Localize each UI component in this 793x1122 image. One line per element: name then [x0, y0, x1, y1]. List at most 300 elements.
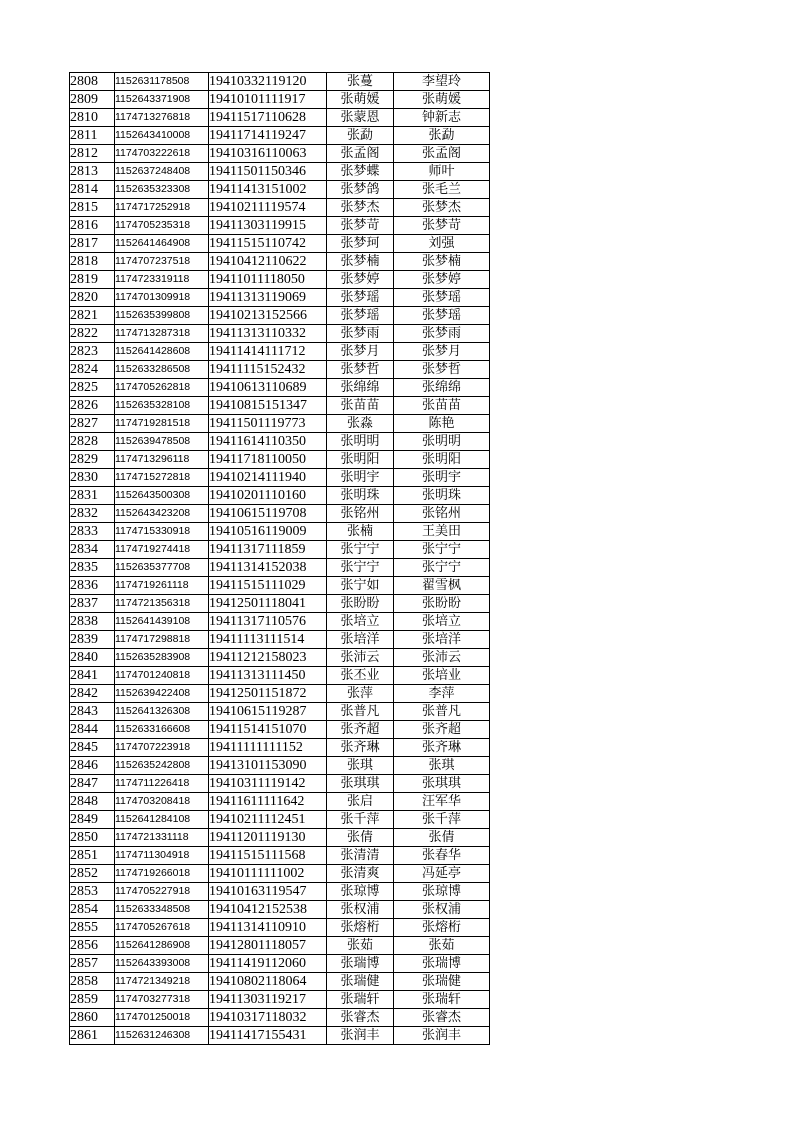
- name-cell: 张琼博: [327, 883, 394, 901]
- row-number-cell: 2817: [70, 235, 115, 253]
- registration-id-cell: 1152643371908: [115, 91, 209, 109]
- exam-number-cell: 19411515111029: [209, 577, 327, 595]
- row-number-cell: 2824: [70, 361, 115, 379]
- exam-number-cell: 19410211119574: [209, 199, 327, 217]
- row-number-cell: 2845: [70, 739, 115, 757]
- row-number-cell: 2846: [70, 757, 115, 775]
- second-name-cell: 张绵绵: [394, 379, 490, 397]
- exam-number-cell: 19413101153090: [209, 757, 327, 775]
- registration-id-cell: 1174711226418: [115, 775, 209, 793]
- name-cell: 张苗苗: [327, 397, 394, 415]
- row-number-cell: 2857: [70, 955, 115, 973]
- registration-id-cell: 1174713296118: [115, 451, 209, 469]
- row-number-cell: 2849: [70, 811, 115, 829]
- table-row: [70, 793, 490, 811]
- records-table: [69, 72, 490, 1045]
- registration-id-cell: 1152635399808: [115, 307, 209, 325]
- second-name-cell: 张千萍: [394, 811, 490, 829]
- registration-id-cell: 1152639422408: [115, 685, 209, 703]
- table-row: [70, 271, 490, 289]
- exam-number-cell: 19411113111514: [209, 631, 327, 649]
- exam-number-cell: 19411515110742: [209, 235, 327, 253]
- table-row: [70, 361, 490, 379]
- row-number-cell: 2859: [70, 991, 115, 1009]
- table-row: [70, 973, 490, 991]
- registration-id-cell: 1174701309918: [115, 289, 209, 307]
- second-name-cell: 张苗苗: [394, 397, 490, 415]
- exam-number-cell: 19411314152038: [209, 559, 327, 577]
- row-number-cell: 2819: [70, 271, 115, 289]
- table-row: [70, 343, 490, 361]
- table-row: [70, 703, 490, 721]
- exam-number-cell: 19411313119069: [209, 289, 327, 307]
- registration-id-cell: 1174707223918: [115, 739, 209, 757]
- exam-number-cell: 19411313110332: [209, 325, 327, 343]
- second-name-cell: 张熔桁: [394, 919, 490, 937]
- second-name-cell: 张明明: [394, 433, 490, 451]
- row-number-cell: 2836: [70, 577, 115, 595]
- registration-id-cell: 1152641284108: [115, 811, 209, 829]
- registration-id-cell: 1174719281518: [115, 415, 209, 433]
- exam-number-cell: 19410211112451: [209, 811, 327, 829]
- exam-number-cell: 19410201110160: [209, 487, 327, 505]
- table-row: [70, 523, 490, 541]
- exam-number-cell: 19411317111859: [209, 541, 327, 559]
- second-name-cell: 张茹: [394, 937, 490, 955]
- second-name-cell: 张梦瑶: [394, 289, 490, 307]
- second-name-cell: 张毛兰: [394, 181, 490, 199]
- row-number-cell: 2814: [70, 181, 115, 199]
- table-row: [70, 235, 490, 253]
- second-name-cell: 张瑞健: [394, 973, 490, 991]
- row-number-cell: 2826: [70, 397, 115, 415]
- second-name-cell: 张梦婷: [394, 271, 490, 289]
- table-row: [70, 181, 490, 199]
- table-row: [70, 991, 490, 1009]
- second-name-cell: 张培洋: [394, 631, 490, 649]
- registration-id-cell: 1152635323308: [115, 181, 209, 199]
- name-cell: 张清爽: [327, 865, 394, 883]
- name-cell: 张勐: [327, 127, 394, 145]
- name-cell: 张梦杰: [327, 199, 394, 217]
- registration-id-cell: 1152631178508: [115, 73, 209, 91]
- exam-number-cell: 19411501119773: [209, 415, 327, 433]
- table-row: [70, 955, 490, 973]
- registration-id-cell: 1174705227918: [115, 883, 209, 901]
- second-name-cell: 张梦哲: [394, 361, 490, 379]
- name-cell: 张宁宁: [327, 559, 394, 577]
- registration-id-cell: 1174705235318: [115, 217, 209, 235]
- second-name-cell: 张明阳: [394, 451, 490, 469]
- row-number-cell: 2825: [70, 379, 115, 397]
- registration-id-cell: 1174701240818: [115, 667, 209, 685]
- name-cell: 张琪: [327, 757, 394, 775]
- row-number-cell: 2839: [70, 631, 115, 649]
- registration-id-cell: 1174701250018: [115, 1009, 209, 1027]
- registration-id-cell: 1152633286508: [115, 361, 209, 379]
- name-cell: 张梦瑶: [327, 289, 394, 307]
- row-number-cell: 2852: [70, 865, 115, 883]
- second-name-cell: 钟新志: [394, 109, 490, 127]
- registration-id-cell: 1174703277318: [115, 991, 209, 1009]
- name-cell: 张睿杰: [327, 1009, 394, 1027]
- second-name-cell: 张孟阁: [394, 145, 490, 163]
- exam-number-cell: 19411115152432: [209, 361, 327, 379]
- name-cell: 张孟阁: [327, 145, 394, 163]
- exam-number-cell: 19411514151070: [209, 721, 327, 739]
- registration-id-cell: 1152641428608: [115, 343, 209, 361]
- name-cell: 张梦婷: [327, 271, 394, 289]
- exam-number-cell: 19410613110689: [209, 379, 327, 397]
- registration-id-cell: 1174707237518: [115, 253, 209, 271]
- exam-number-cell: 19410412110622: [209, 253, 327, 271]
- table-row: [70, 451, 490, 469]
- table-row: [70, 415, 490, 433]
- table-row: [70, 307, 490, 325]
- row-number-cell: 2831: [70, 487, 115, 505]
- name-cell: 张润丰: [327, 1027, 394, 1045]
- table-row: [70, 847, 490, 865]
- second-name-cell: 刘强: [394, 235, 490, 253]
- name-cell: 张普凡: [327, 703, 394, 721]
- row-number-cell: 2850: [70, 829, 115, 847]
- registration-id-cell: 1152635328108: [115, 397, 209, 415]
- name-cell: 张齐超: [327, 721, 394, 739]
- name-cell: 张清清: [327, 847, 394, 865]
- table-row: [70, 631, 490, 649]
- registration-id-cell: 1152641464908: [115, 235, 209, 253]
- row-number-cell: 2820: [70, 289, 115, 307]
- row-number-cell: 2827: [70, 415, 115, 433]
- exam-number-cell: 19411714119247: [209, 127, 327, 145]
- name-cell: 张明宇: [327, 469, 394, 487]
- row-number-cell: 2809: [70, 91, 115, 109]
- second-name-cell: 张沛云: [394, 649, 490, 667]
- second-name-cell: 张梦瑶: [394, 307, 490, 325]
- exam-number-cell: 19410516119009: [209, 523, 327, 541]
- row-number-cell: 2848: [70, 793, 115, 811]
- row-number-cell: 2811: [70, 127, 115, 145]
- exam-number-cell: 19410111111002: [209, 865, 327, 883]
- row-number-cell: 2837: [70, 595, 115, 613]
- table-row: [70, 595, 490, 613]
- row-number-cell: 2847: [70, 775, 115, 793]
- registration-id-cell: 1174705267618: [115, 919, 209, 937]
- exam-number-cell: 19410615119708: [209, 505, 327, 523]
- name-cell: 张盼盼: [327, 595, 394, 613]
- exam-number-cell: 19410332119120: [209, 73, 327, 91]
- table-row: [70, 433, 490, 451]
- name-cell: 张梦哲: [327, 361, 394, 379]
- exam-number-cell: 19410163119547: [209, 883, 327, 901]
- second-name-cell: 张盼盼: [394, 595, 490, 613]
- registration-id-cell: 1174713276818: [115, 109, 209, 127]
- second-name-cell: 张梦楠: [394, 253, 490, 271]
- table-row: [70, 289, 490, 307]
- name-cell: 张培洋: [327, 631, 394, 649]
- row-number-cell: 2838: [70, 613, 115, 631]
- exam-number-cell: 19411303119915: [209, 217, 327, 235]
- name-cell: 张梦瑶: [327, 307, 394, 325]
- registration-id-cell: 1174723319118: [115, 271, 209, 289]
- row-number-cell: 2822: [70, 325, 115, 343]
- name-cell: 张琪琪: [327, 775, 394, 793]
- table-row: [70, 667, 490, 685]
- table-row: [70, 1009, 490, 1027]
- registration-id-cell: 1174703208418: [115, 793, 209, 811]
- second-name-cell: 冯延亭: [394, 865, 490, 883]
- registration-id-cell: 1174715330918: [115, 523, 209, 541]
- second-name-cell: 张宁宁: [394, 559, 490, 577]
- name-cell: 张梦鸽: [327, 181, 394, 199]
- table-row: [70, 325, 490, 343]
- second-name-cell: 师叶: [394, 163, 490, 181]
- table-row: [70, 541, 490, 559]
- registration-id-cell: 1174721331118: [115, 829, 209, 847]
- second-name-cell: 李望玲: [394, 73, 490, 91]
- name-cell: 张铭州: [327, 505, 394, 523]
- table-row: [70, 253, 490, 271]
- table-row: [70, 217, 490, 235]
- name-cell: 张沛云: [327, 649, 394, 667]
- exam-number-cell: 19411201119130: [209, 829, 327, 847]
- row-number-cell: 2844: [70, 721, 115, 739]
- second-name-cell: 张琪: [394, 757, 490, 775]
- table-row: [70, 613, 490, 631]
- second-name-cell: 张培业: [394, 667, 490, 685]
- name-cell: 张启: [327, 793, 394, 811]
- exam-number-cell: 19411314110910: [209, 919, 327, 937]
- name-cell: 张熔桁: [327, 919, 394, 937]
- registration-id-cell: 1152643500308: [115, 487, 209, 505]
- table-row: [70, 757, 490, 775]
- registration-id-cell: 1152641286908: [115, 937, 209, 955]
- row-number-cell: 2830: [70, 469, 115, 487]
- table-row: [70, 1027, 490, 1045]
- row-number-cell: 2813: [70, 163, 115, 181]
- name-cell: 张瑞健: [327, 973, 394, 991]
- row-number-cell: 2855: [70, 919, 115, 937]
- name-cell: 张梦珂: [327, 235, 394, 253]
- registration-id-cell: 1174711304918: [115, 847, 209, 865]
- registration-id-cell: 1152643423208: [115, 505, 209, 523]
- exam-number-cell: 19412801118057: [209, 937, 327, 955]
- second-name-cell: 张润丰: [394, 1027, 490, 1045]
- exam-number-cell: 19410615119287: [209, 703, 327, 721]
- second-name-cell: 张琪琪: [394, 775, 490, 793]
- name-cell: 张宁如: [327, 577, 394, 595]
- name-cell: 张明珠: [327, 487, 394, 505]
- exam-number-cell: 19411417155431: [209, 1027, 327, 1045]
- table-row: [70, 901, 490, 919]
- second-name-cell: 张梦苛: [394, 217, 490, 235]
- registration-id-cell: 1152637248408: [115, 163, 209, 181]
- table-row: [70, 91, 490, 109]
- registration-id-cell: 1174705262818: [115, 379, 209, 397]
- registration-id-cell: 1152635283908: [115, 649, 209, 667]
- table-row: [70, 559, 490, 577]
- registration-id-cell: 1152631246308: [115, 1027, 209, 1045]
- name-cell: 张丕业: [327, 667, 394, 685]
- registration-id-cell: 1152643410008: [115, 127, 209, 145]
- registration-id-cell: 1152643393008: [115, 955, 209, 973]
- second-name-cell: 张睿杰: [394, 1009, 490, 1027]
- row-number-cell: 2854: [70, 901, 115, 919]
- second-name-cell: 张春华: [394, 847, 490, 865]
- row-number-cell: 2841: [70, 667, 115, 685]
- row-number-cell: 2842: [70, 685, 115, 703]
- row-number-cell: 2835: [70, 559, 115, 577]
- row-number-cell: 2860: [70, 1009, 115, 1027]
- table-row: [70, 649, 490, 667]
- name-cell: 张宁宁: [327, 541, 394, 559]
- exam-number-cell: 19411611111642: [209, 793, 327, 811]
- registration-id-cell: 1152635377708: [115, 559, 209, 577]
- table-row: [70, 811, 490, 829]
- row-number-cell: 2843: [70, 703, 115, 721]
- second-name-cell: 张明宇: [394, 469, 490, 487]
- registration-id-cell: 1174715272818: [115, 469, 209, 487]
- name-cell: 张倩: [327, 829, 394, 847]
- registration-id-cell: 1174719261118: [115, 577, 209, 595]
- row-number-cell: 2828: [70, 433, 115, 451]
- exam-number-cell: 19410101111917: [209, 91, 327, 109]
- exam-number-cell: 19412501118041: [209, 595, 327, 613]
- table-row: [70, 163, 490, 181]
- name-cell: 张梦月: [327, 343, 394, 361]
- registration-id-cell: 1174717298818: [115, 631, 209, 649]
- table-row: [70, 397, 490, 415]
- table-row: [70, 937, 490, 955]
- table-row: [70, 685, 490, 703]
- name-cell: 张梦楠: [327, 253, 394, 271]
- row-number-cell: 2815: [70, 199, 115, 217]
- row-number-cell: 2856: [70, 937, 115, 955]
- row-number-cell: 2810: [70, 109, 115, 127]
- second-name-cell: 张铭州: [394, 505, 490, 523]
- table-row: [70, 721, 490, 739]
- table-row: [70, 829, 490, 847]
- second-name-cell: 张梦月: [394, 343, 490, 361]
- second-name-cell: 张梦雨: [394, 325, 490, 343]
- records-table-body: [70, 73, 490, 1045]
- row-number-cell: 2840: [70, 649, 115, 667]
- second-name-cell: 张琼博: [394, 883, 490, 901]
- name-cell: 张淼: [327, 415, 394, 433]
- second-name-cell: 陈艳: [394, 415, 490, 433]
- row-number-cell: 2818: [70, 253, 115, 271]
- table-row: [70, 865, 490, 883]
- row-number-cell: 2823: [70, 343, 115, 361]
- row-number-cell: 2832: [70, 505, 115, 523]
- exam-number-cell: 19412501151872: [209, 685, 327, 703]
- row-number-cell: 2821: [70, 307, 115, 325]
- exam-number-cell: 19410317118032: [209, 1009, 327, 1027]
- table-row: [70, 577, 490, 595]
- exam-number-cell: 19410815151347: [209, 397, 327, 415]
- exam-number-cell: 19411303119217: [209, 991, 327, 1009]
- second-name-cell: 张明珠: [394, 487, 490, 505]
- registration-id-cell: 1174719266018: [115, 865, 209, 883]
- registration-id-cell: 1174721349218: [115, 973, 209, 991]
- row-number-cell: 2861: [70, 1027, 115, 1045]
- exam-number-cell: 19411419112060: [209, 955, 327, 973]
- registration-id-cell: 1152635242808: [115, 757, 209, 775]
- second-name-cell: 张梦杰: [394, 199, 490, 217]
- name-cell: 张千萍: [327, 811, 394, 829]
- name-cell: 张明明: [327, 433, 394, 451]
- table-row: [70, 109, 490, 127]
- row-number-cell: 2812: [70, 145, 115, 163]
- row-number-cell: 2858: [70, 973, 115, 991]
- table-row: [70, 379, 490, 397]
- registration-id-cell: 1174717252918: [115, 199, 209, 217]
- row-number-cell: 2808: [70, 73, 115, 91]
- name-cell: 张梦苛: [327, 217, 394, 235]
- row-number-cell: 2851: [70, 847, 115, 865]
- second-name-cell: 张倩: [394, 829, 490, 847]
- row-number-cell: 2816: [70, 217, 115, 235]
- table-row: [70, 469, 490, 487]
- registration-id-cell: 1152633166608: [115, 721, 209, 739]
- name-cell: 张明阳: [327, 451, 394, 469]
- second-name-cell: 张勐: [394, 127, 490, 145]
- exam-number-cell: 19411718110050: [209, 451, 327, 469]
- registration-id-cell: 1174703222618: [115, 145, 209, 163]
- exam-number-cell: 19411517110628: [209, 109, 327, 127]
- exam-number-cell: 19411614110350: [209, 433, 327, 451]
- name-cell: 张蒙恩: [327, 109, 394, 127]
- registration-id-cell: 1174721356318: [115, 595, 209, 613]
- second-name-cell: 张权浦: [394, 901, 490, 919]
- table-row: [70, 919, 490, 937]
- registration-id-cell: 1152641326308: [115, 703, 209, 721]
- registration-id-cell: 1152633348508: [115, 901, 209, 919]
- name-cell: 张齐琳: [327, 739, 394, 757]
- table-row: [70, 883, 490, 901]
- table-row: [70, 739, 490, 757]
- exam-number-cell: 19410214111940: [209, 469, 327, 487]
- table-row: [70, 487, 490, 505]
- exam-number-cell: 19410802118064: [209, 973, 327, 991]
- table-row: [70, 145, 490, 163]
- exam-number-cell: 19411501150346: [209, 163, 327, 181]
- exam-number-cell: 19411317110576: [209, 613, 327, 631]
- exam-number-cell: 19410213152566: [209, 307, 327, 325]
- name-cell: 张楠: [327, 523, 394, 541]
- row-number-cell: 2833: [70, 523, 115, 541]
- second-name-cell: 张培立: [394, 613, 490, 631]
- registration-id-cell: 1152641439108: [115, 613, 209, 631]
- exam-number-cell: 19411011118050: [209, 271, 327, 289]
- table-row: [70, 127, 490, 145]
- name-cell: 张茹: [327, 937, 394, 955]
- exam-number-cell: 19410316110063: [209, 145, 327, 163]
- table-row: [70, 505, 490, 523]
- row-number-cell: 2834: [70, 541, 115, 559]
- registration-id-cell: 1174713287318: [115, 325, 209, 343]
- second-name-cell: 王美田: [394, 523, 490, 541]
- table-row: [70, 73, 490, 91]
- second-name-cell: 李萍: [394, 685, 490, 703]
- name-cell: 张绵绵: [327, 379, 394, 397]
- name-cell: 张瑞轩: [327, 991, 394, 1009]
- name-cell: 张萌媛: [327, 91, 394, 109]
- second-name-cell: 张瑞轩: [394, 991, 490, 1009]
- exam-number-cell: 19411414111712: [209, 343, 327, 361]
- exam-number-cell: 19411413151002: [209, 181, 327, 199]
- table-row: [70, 199, 490, 217]
